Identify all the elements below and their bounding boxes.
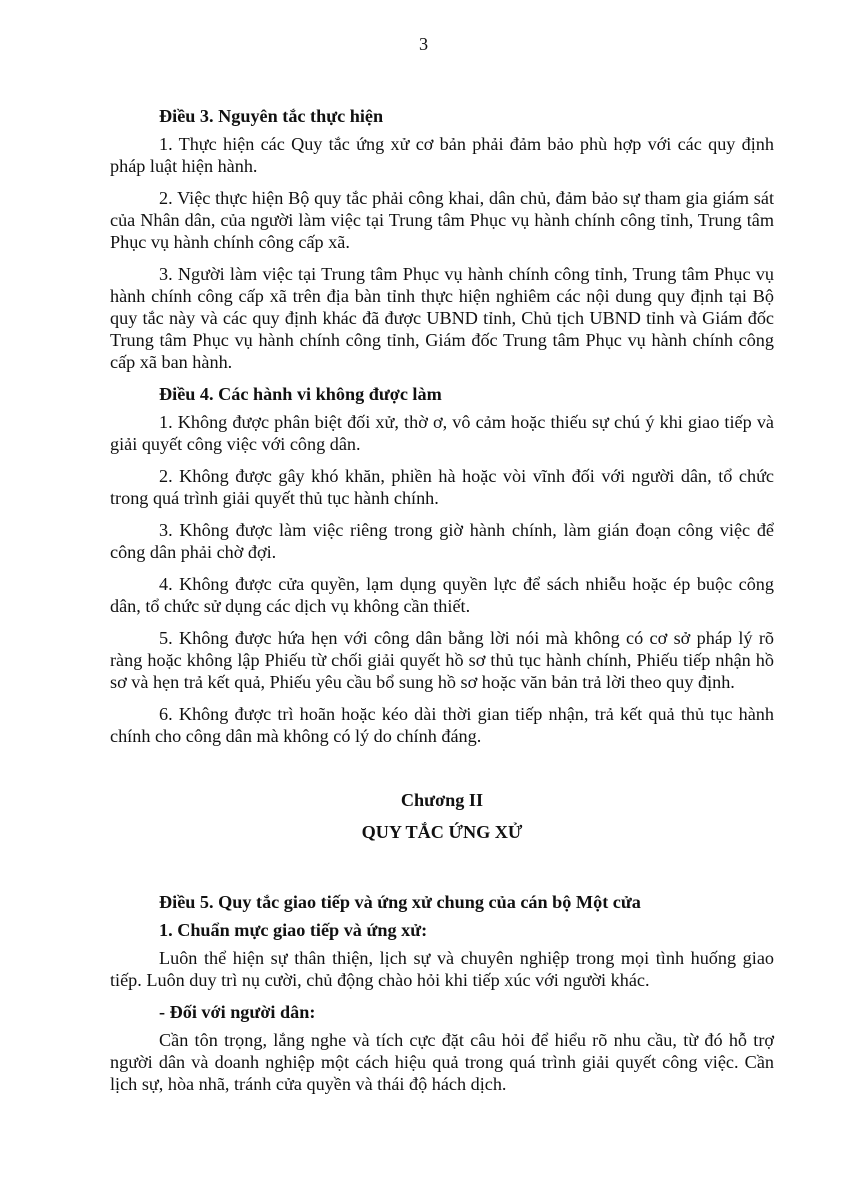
article-4-paragraph-6: 6. Không được trì hoãn hoặc kéo dài thời gian tiếp nhận, trả kết quả thủ tục hành chính cho công dân mà không có lý do chính đáng. [110, 704, 774, 746]
article-4-paragraph-2: 2. Không được gây khó khăn, phiền hà hoặc vòi vĩnh đối với người dân, tổ chức trong quá trình giải quyết thủ tục hành chính. [110, 466, 774, 508]
page-number: 3 [418, 34, 429, 54]
article-5-heading: Điều 5. Quy tắc giao tiếp và ứng xử chung của cán bộ Một cửa [159, 892, 641, 912]
article-4-paragraph-1: 1. Không được phân biệt đối xử, thờ ơ, vô cảm hoặc thiếu sự chú ý khi giao tiếp và giải quyết công việc với công dân. [110, 412, 774, 454]
article-5-paragraph-2: Cần tôn trọng, lắng nghe và tích cực đặt câu hỏi để hiểu rõ nhu cầu, từ đó hỗ trợ người dân và doanh nghiệp một cách hiệu quả trong quá trình giải quyết công việc. Cần lịch sự, hòa nhã, tránh cửa quyền và thái độ hách dịch. [110, 1030, 774, 1094]
article-5-paragraph-1: Luôn thể hiện sự thân thiện, lịch sự và chuyên nghiệp trong mọi tình huống giao tiếp. Luôn duy trì nụ cười, chủ động chào hỏi khi tiếp xúc với người khác. [110, 948, 774, 990]
article-4-paragraph-3: 3. Không được làm việc riêng trong giờ hành chính, làm gián đoạn công việc để công dân phải chờ đợi. [110, 520, 774, 562]
article-5-subheading-1: 1. Chuẩn mực giao tiếp và ứng xử: [159, 920, 428, 940]
chapter-title: QUY TẮC ỨNG XỬ [361, 822, 523, 842]
document-body [110, 105, 774, 1105]
article-4-heading: Điều 4. Các hành vi không được làm [159, 384, 442, 404]
article-3-paragraph-2: 2. Việc thực hiện Bộ quy tắc phải công khai, dân chủ, đảm bảo sự tham gia giám sát của Nhân dân, của người làm việc tại Trung tâm Phục vụ hành chính công tỉnh, Trung tâm Phục vụ hành chính công cấp xã. [110, 188, 774, 252]
article-3-paragraph-3: 3. Người làm việc tại Trung tâm Phục vụ hành chính công tỉnh, Trung tâm Phục vụ hành chính công cấp xã trên địa bàn tỉnh thực hiện nghiêm các nội dung quy định tại Bộ quy tắc này và các quy định khác đã được UBND tỉnh, Chủ tịch UBND tỉnh và Giám đốc Trung tâm Phục vụ hành chính công tỉnh, Giám đốc Trung tâm Phục vụ hành chính công cấp xã ban hành. [110, 264, 774, 372]
chapter-label: Chương II [400, 790, 484, 810]
article-3-heading: Điều 3. Nguyên tắc thực hiện [159, 106, 384, 126]
article-4-paragraph-5: 5. Không được hứa hẹn với công dân bằng lời nói mà không có cơ sở pháp lý rõ ràng hoặc không lập Phiếu từ chối giải quyết hồ sơ thủ tục hành chính, Phiếu tiếp nhận hồ sơ và hẹn trả kết quả, Phiếu yêu cầu bổ sung hồ sơ hoặc văn bản trả lời theo quy định. [110, 628, 774, 692]
article-4-paragraph-4: 4. Không được cửa quyền, lạm dụng quyền lực để sách nhiễu hoặc ép buộc công dân, tổ chức sử dụng các dịch vụ không cần thiết. [110, 574, 774, 616]
article-5-subheading-2: - Đối với người dân: [159, 1002, 316, 1022]
article-3-paragraph-1: 1. Thực hiện các Quy tắc ứng xử cơ bản phải đảm bảo phù hợp với các quy định pháp luật hiện hành. [110, 134, 774, 176]
